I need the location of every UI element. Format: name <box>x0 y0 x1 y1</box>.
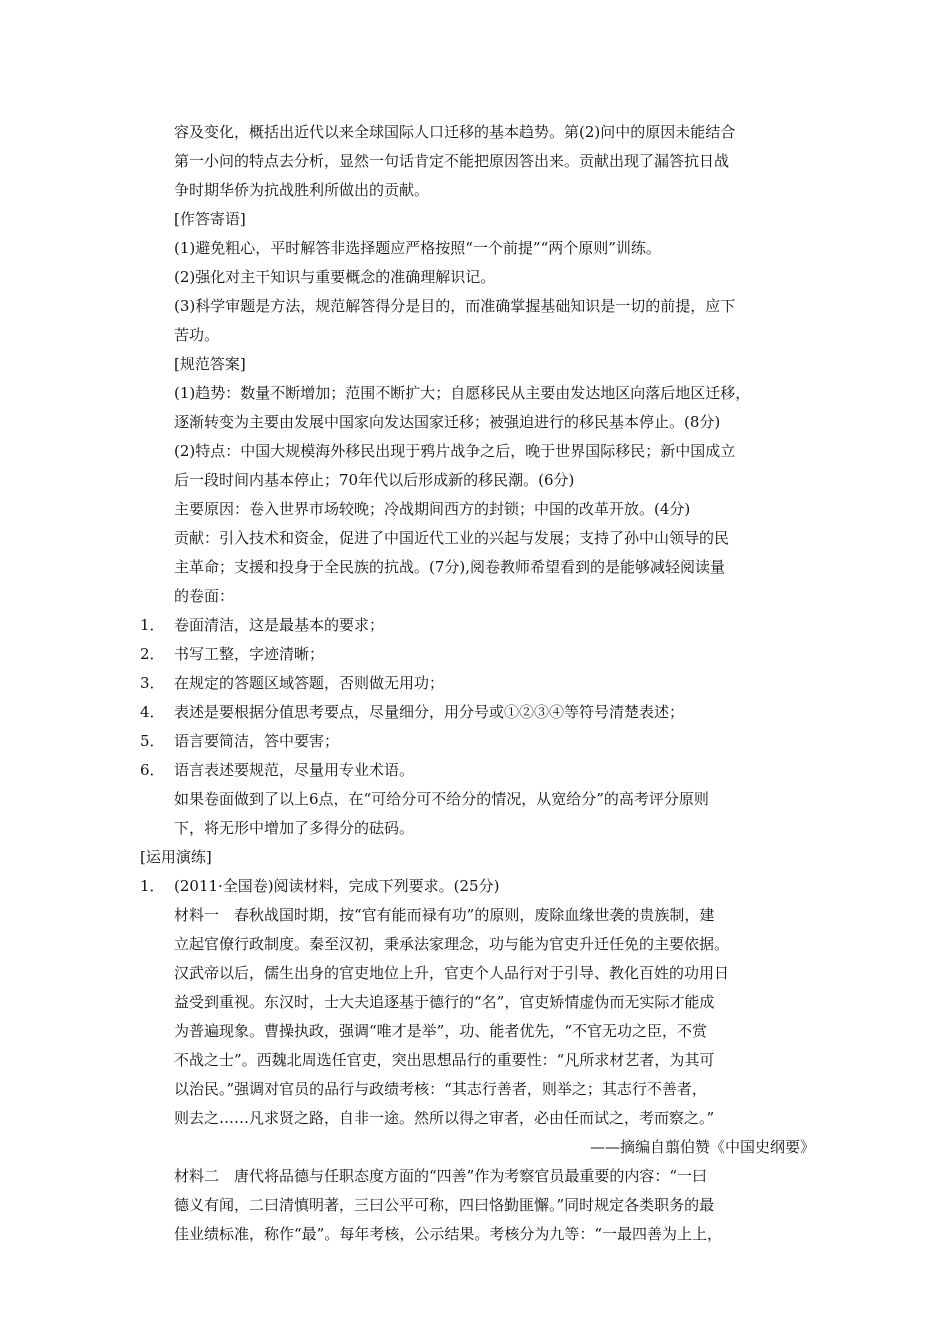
list-item <box>140 615 384 635</box>
list-item-text: 卷面清洁，这是最基本的要求； <box>174 616 385 634</box>
list-item-number: 4． <box>140 703 165 721</box>
text-line: 贡献：引入技术和资金，促进了中国近代工业的兴起与发展；支持了孙中山领导的民 <box>174 529 730 547</box>
material-line: 汉武帝以后，儒生出身的官吏地位上升，官吏个人品行对于引导、教化百姓的功用日 <box>174 964 730 982</box>
list-item <box>140 702 684 722</box>
section-heading-answer: [规范答案] <box>174 355 246 373</box>
text-line: 逐渐转变为主要由发展中国家向发达国家迁移；被强迫进行的移民基本停止。(8分) <box>174 413 721 431</box>
material-line: 材料一 春秋战国时期，按“官有能而禄有功”的原则，废除血缘世袭的贵族制，建 <box>174 906 715 924</box>
text-line: 第一小问的特点去分析，显然一句话肯定不能把原因答出来。贡献出现了漏答抗日战 <box>174 152 730 170</box>
material-line: 立起官僚行政制度。秦至汉初，秉承法家理念，功与能为官吏升迁任免的主要依据。 <box>174 935 730 953</box>
question-line <box>140 876 499 896</box>
text-line: (1)趋势：数量不断增加；范围不断扩大；自愿移民从主要由发达地区向落后地区迁移， <box>174 384 751 402</box>
text-line: (3)科学审题是方法，规范解答得分是目的，而准确掌握基础知识是一切的前提，应下 <box>174 297 736 315</box>
list-item-text: 在规定的答题区域答题，否则做无用功； <box>174 674 445 692</box>
question-text: (2011·全国卷)阅读材料，完成下列要求。(25分) <box>174 877 500 895</box>
text-line: 如果卷面做到了以上6点，在“可给分可不给分的情况，从宽给分”的高考评分原则 <box>174 790 709 808</box>
text-line: (2)特点：中国大规模海外移民出现于鸦片战争之后，晚于世界国际移民；新中国成立 <box>174 442 736 460</box>
material-line: 益受到重视。东汉时，士大夫追逐基于德行的“名”，官吏矫情虚伪而无实际才能成 <box>174 993 715 1011</box>
list-item-text: 语言表述要规范，尽量用专业术语。 <box>174 761 415 779</box>
text-line: (1)避免粗心，平时解答非选择题应严格按照“一个前提”“两个原则”训练。 <box>174 239 661 257</box>
text-line: 苦功。 <box>174 326 220 344</box>
text-line: 主革命；支援和投身于全民族的抗战。(7分),阅卷教师希望看到的是能够减轻阅读量 <box>174 558 726 576</box>
list-item <box>140 760 414 780</box>
material-line: 则去之……凡求贤之路，自非一途。然所以得之审者，必由任而试之，考而察之。” <box>174 1109 715 1127</box>
list-item-number: 5． <box>140 732 165 750</box>
text-line: (2)强化对主干知识与重要概念的准确理解识记。 <box>174 268 496 286</box>
section-heading-advice: [作答寄语] <box>174 210 246 228</box>
list-item-number: 2． <box>140 645 165 663</box>
material-line: 为普遍现象。曹操执政，强调“唯才是举”，功、能者优先，“不官无功之臣，不赏 <box>174 1022 708 1040</box>
material-line: 不战之士”。西魏北周选任官吏，突出思想品行的重要性：“凡所求材艺者，为其可 <box>174 1051 715 1069</box>
material-source: ——摘编自翦伯赞《中国史纲要》 <box>589 1138 815 1156</box>
list-item-text: 语言要简洁，答中要害； <box>174 732 340 750</box>
text-line: 下，将无形中增加了多得分的砝码。 <box>174 819 415 837</box>
list-item-number: 1． <box>140 616 165 634</box>
text-line: 主要原因：卷入世界市场较晚；冷战期间西方的封锁；中国的改革开放。(4分) <box>174 500 691 518</box>
section-heading-practice: [运用演练] <box>140 848 212 866</box>
material-line: 佳业绩标准，称作“最”。每年考核，公示结果。考核分为九等：“一最四善为上上， <box>174 1225 723 1243</box>
list-item <box>140 731 339 751</box>
list-item-text: 书写工整，字迹清晰； <box>174 645 325 663</box>
material-line: 德义有闻，二曰清慎明著，三曰公平可称，四曰恪勤匪懈。”同时规定各类职务的最 <box>174 1196 715 1214</box>
list-item <box>140 644 324 664</box>
list-item-number: 3． <box>140 674 165 692</box>
list-item <box>140 673 444 693</box>
text-line: 容及变化，概括出近代以来全球国际人口迁移的基本趋势。第(2)问中的原因未能结合 <box>174 123 736 141</box>
material-line: 材料二 唐代将品德与任职态度方面的“四善”作为考察官员最重要的内容：“一曰 <box>174 1167 708 1185</box>
material-line: 以治民。”强调对官员的品行与政绩考核：“其志行善者，则举之；其志行不善者， <box>174 1080 707 1098</box>
text-line: 的卷面： <box>174 587 235 605</box>
text-line: 争时期华侨为抗战胜利所做出的贡献。 <box>174 181 430 199</box>
list-item-text: 表述是要根据分值思考要点，尽量细分，用分号或①②③④等符号清楚表述； <box>174 703 685 721</box>
list-item-number: 6． <box>140 761 165 779</box>
question-number: 1． <box>140 877 165 895</box>
text-line: 后一段时间内基本停止；70年代以后形成新的移民潮。(6分) <box>174 471 575 489</box>
